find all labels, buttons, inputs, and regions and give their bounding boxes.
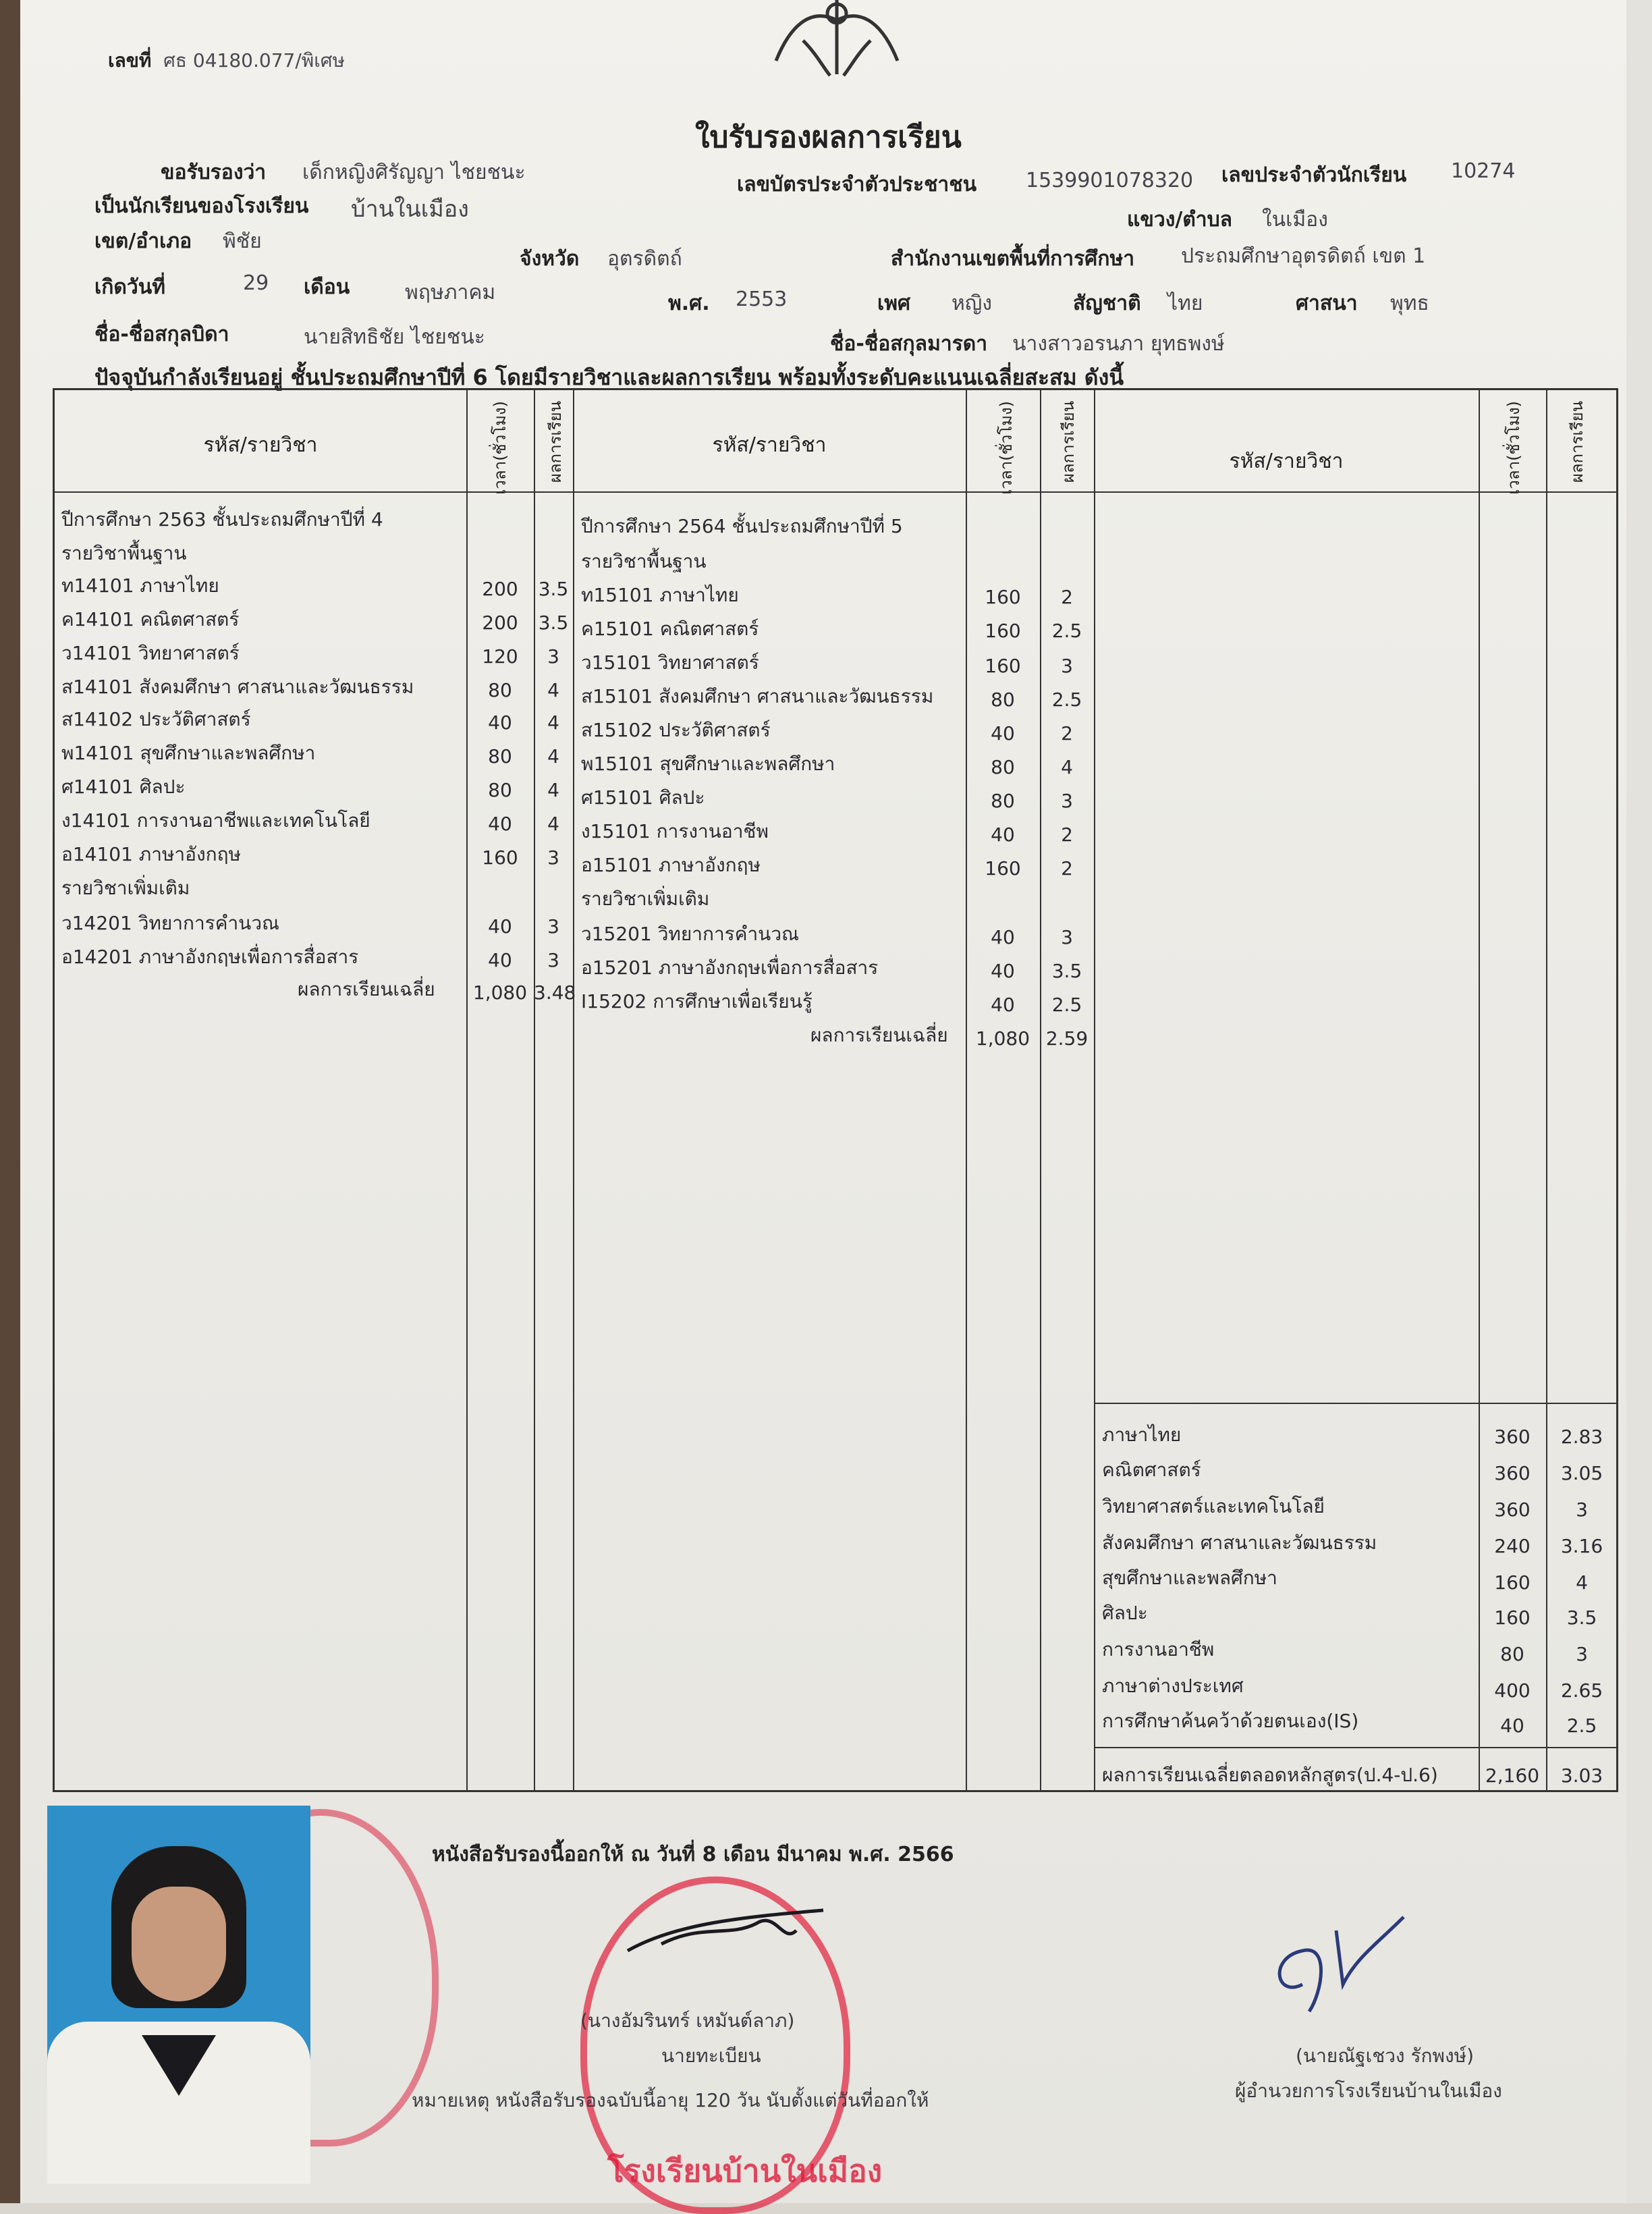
table-cell-grade: 3.5 xyxy=(1051,960,1082,982)
table-cell-hours: 40 xyxy=(991,722,1015,745)
table-cell-grade: 4 xyxy=(547,813,559,835)
background-edge xyxy=(0,0,23,2203)
subdistrict-label: แขวง/ตำบล xyxy=(1127,208,1233,232)
summary-hours: 360 xyxy=(1494,1426,1531,1448)
table-cell-hours: 80 xyxy=(991,756,1015,778)
district-value: พิชัย xyxy=(223,230,262,253)
table-cell-grade: 2 xyxy=(1061,857,1073,880)
table-cell-hours: 160 xyxy=(985,857,1021,880)
table-cell-hours: 80 xyxy=(991,790,1015,812)
summary-grade: 3.5 xyxy=(1566,1606,1597,1629)
header-grade-2: ผลการเรียน xyxy=(1059,401,1078,483)
col1-avg-grade: 3.48 xyxy=(534,981,576,1004)
table-cell-hours: 40 xyxy=(991,824,1015,846)
summary-grade: 3.05 xyxy=(1560,1462,1603,1484)
overall-grade: 3.03 xyxy=(1560,1764,1603,1787)
summary-grade: 3 xyxy=(1576,1643,1588,1665)
table-cell-hours: 40 xyxy=(991,960,1015,982)
document-title: ใบรับรองผลการเรียน xyxy=(695,120,962,155)
note-line: หมายเหตุ หนังสือรับรองฉบับนี้อายุ 120 วัน นับตั้งแต่วันที่ออกให้ xyxy=(412,2089,929,2111)
table-cell-hours: 80 xyxy=(488,779,512,801)
father-label: ชื่อ-ชื่อสกุลบิดา xyxy=(94,323,229,346)
doc-number: เลขที่ ศธ 04180.077/พิเศษ xyxy=(108,49,346,72)
summary-hours: 160 xyxy=(1494,1606,1531,1629)
table-cell-hours: 80 xyxy=(488,745,512,767)
summary-grade: 3.16 xyxy=(1560,1535,1603,1557)
table-cell-hours: 40 xyxy=(488,915,512,938)
director-name: (นายณัฐเชวง รักพงษ์) xyxy=(1296,2045,1474,2067)
student-no-value: 10274 xyxy=(1451,159,1516,183)
table-cell-grade: 4 xyxy=(547,711,559,734)
summary-hours: 400 xyxy=(1494,1679,1531,1702)
school-value: บ้านในเมือง xyxy=(351,196,469,223)
table-row: ศ15101 ศิลปะ xyxy=(581,786,705,809)
id-card-value: 1539901078320 xyxy=(1026,169,1194,192)
summary-hours: 240 xyxy=(1494,1535,1531,1557)
table-cell-hours: 120 xyxy=(482,645,518,668)
table-row: ว15101 วิทยาศาสตร์ xyxy=(581,651,759,674)
table-cell-grade: 3 xyxy=(547,846,559,869)
table-row: อ15101 ภาษาอังกฤษ xyxy=(581,854,761,876)
table-cell-grade: 2 xyxy=(1061,824,1073,846)
table-cell-hours: 160 xyxy=(985,655,1021,677)
summary-hours: 360 xyxy=(1494,1462,1531,1484)
table-row: ส15102 ประวัติศาสตร์ xyxy=(581,719,771,741)
born-year-label: พ.ศ. xyxy=(668,292,710,315)
summary-row: ศิลปะ xyxy=(1102,1602,1148,1624)
col1-year: ปีการศึกษา 2563 ชั้นประถมศึกษาปีที่ 4 xyxy=(61,508,383,531)
student-photo xyxy=(47,1806,310,2184)
summary-grade: 2.5 xyxy=(1566,1714,1597,1737)
registrar-title: นายทะเบียน xyxy=(661,2045,761,2067)
district-label: เขต/อำเภอ xyxy=(94,230,192,253)
col2-avg-label: ผลการเรียนเฉลี่ย xyxy=(810,1024,948,1046)
born-year-value: 2553 xyxy=(736,288,788,311)
subdistrict-value: ในเมือง xyxy=(1262,208,1328,232)
summary-row: การศึกษาค้นคว้าด้วยตนเอง(IS) xyxy=(1102,1710,1359,1732)
grades-table xyxy=(53,388,1618,1792)
director-title: ผู้อำนวยการโรงเรียนบ้านในเมือง xyxy=(1235,2080,1502,2102)
table-cell-grade: 4 xyxy=(1061,756,1073,778)
summary-hours: 40 xyxy=(1500,1714,1524,1737)
table-cell-grade: 3 xyxy=(547,645,559,668)
table-cell-hours: 200 xyxy=(482,612,518,634)
registrar-name: (นางอัมรินทร์ เหมันต์ลาภ) xyxy=(580,2009,795,2032)
header-grade-1: ผลการเรียน xyxy=(546,401,565,483)
summary-row: ภาษาต่างประเทศ xyxy=(1102,1675,1244,1697)
col1-extra-heading: รายวิชาเพิ่มเติม xyxy=(61,877,190,899)
stamp-text: โรงเรียนบ้านในเมือง xyxy=(607,2153,883,2189)
summary-hours: 80 xyxy=(1500,1643,1524,1665)
garuda-emblem-icon xyxy=(763,0,911,81)
born-day-value: 29 xyxy=(243,271,269,295)
table-cell-hours: 160 xyxy=(985,586,1021,608)
col1-avg-label: ผลการเรียนเฉลี่ย xyxy=(298,978,435,1000)
col2-basic-heading: รายวิชาพื้นฐาน xyxy=(581,550,707,572)
religion-label: ศาสนา xyxy=(1296,292,1358,315)
mother-value: นางสาวอรนภา ยุทธพงษ์ xyxy=(1012,332,1225,356)
table-row: ว14201 วิทยาการคำนวณ xyxy=(61,912,280,934)
certificate-paper xyxy=(20,0,1626,2203)
table-cell-grade: 3.5 xyxy=(538,578,569,600)
table-cell-hours: 40 xyxy=(488,813,512,835)
student-name: เด็กหญิงศิรัญญา ไชยชนะ xyxy=(302,161,526,184)
status-line: ปัจจุบันกำลังเรียนอยู่ ชั้นประถมศึกษาปีที่ 6 โดยมีรายวิชาและผลการเรียน พร้อมทั้งระดับคะแนนเฉลี่ยสะสม ดังนี้ xyxy=(94,364,1124,390)
table-row: ส14101 สังคมศึกษา ศาสนาและวัฒนธรรม xyxy=(61,676,414,698)
sex-value: หญิง xyxy=(952,292,992,315)
table-row: อ15201 ภาษาอังกฤษเพื่อการสื่อสาร xyxy=(581,956,879,979)
header-hours-2: เวลา(ชั่วโมง) xyxy=(997,401,1016,495)
col1-avg-hours: 1,080 xyxy=(472,981,528,1004)
summary-hours: 360 xyxy=(1494,1498,1531,1521)
table-row: ค15101 คณิตศาสตร์ xyxy=(581,618,759,640)
summary-row: วิทยาศาสตร์และเทคโนโลยี xyxy=(1102,1495,1325,1517)
province-label: จังหวัด xyxy=(520,247,580,271)
table-cell-grade: 2.5 xyxy=(1051,688,1082,711)
father-value: นายสิทธิชัย ไชยชนะ xyxy=(304,325,485,349)
summary-grade: 4 xyxy=(1576,1571,1588,1594)
table-row: พ14101 สุขศึกษาและพลศึกษา xyxy=(61,742,316,764)
table-row: ว15201 วิทยาการคำนวณ xyxy=(581,923,800,945)
header-subject-3: รหัส/รายวิชา xyxy=(1229,450,1344,473)
summary-grade: 3 xyxy=(1576,1498,1588,1521)
summary-row: คณิตศาสตร์ xyxy=(1102,1459,1201,1481)
sex-label: เพศ xyxy=(877,292,911,315)
table-row: ท15101 ภาษาไทย xyxy=(581,584,739,606)
nationality-value: ไทย xyxy=(1167,292,1203,315)
table-cell-hours: 40 xyxy=(488,711,512,734)
table-row: ท14101 ภาษาไทย xyxy=(61,574,219,597)
table-cell-hours: 160 xyxy=(482,846,518,869)
office-value: ประถมศึกษาอุตรดิตถ์ เขต 1 xyxy=(1181,244,1426,268)
born-month-value: พฤษภาคม xyxy=(405,281,496,304)
table-cell-grade: 3.5 xyxy=(538,612,569,634)
mother-label: ชื่อ-ชื่อสกุลมารดา xyxy=(830,332,988,356)
table-cell-hours: 40 xyxy=(991,994,1015,1016)
table-row: ศ14101 ศิลปะ xyxy=(61,776,186,798)
table-cell-grade: 4 xyxy=(547,745,559,767)
religion-value: พุทธ xyxy=(1390,292,1429,315)
table-row: ง14101 การงานอาชีพและเทคโนโลยี xyxy=(61,809,370,832)
header-grade-3: ผลการเรียน xyxy=(1568,401,1587,483)
header-hours-3: เวลา(ชั่วโมง) xyxy=(1504,401,1523,495)
col2-avg-grade: 2.59 xyxy=(1045,1027,1089,1050)
nationality-label: สัญชาติ xyxy=(1073,292,1141,315)
table-row: ง15101 การงานอาชีพ xyxy=(581,820,769,842)
table-cell-hours: 80 xyxy=(991,688,1015,711)
table-cell-grade: 2 xyxy=(1061,586,1073,608)
overall-hours: 2,160 xyxy=(1485,1764,1540,1787)
table-cell-grade: 3 xyxy=(547,949,559,971)
table-cell-hours: 200 xyxy=(482,578,518,600)
header-hours-1: เวลา(ชั่วโมง) xyxy=(491,401,510,495)
header-subject-1: รหัส/รายวิชา xyxy=(203,433,318,457)
header-subject-2: รหัส/รายวิชา xyxy=(712,433,827,457)
table-cell-grade: 2.5 xyxy=(1051,994,1082,1016)
table-row: พ15101 สุขศึกษาและพลศึกษา xyxy=(581,753,835,775)
director-signature xyxy=(1262,1904,1437,2032)
col2-year: ปีการศึกษา 2564 ชั้นประถมศึกษาปีที่ 5 xyxy=(581,515,903,537)
table-cell-hours: 80 xyxy=(488,679,512,701)
summary-row: สังคมศึกษา ศาสนาและวัฒนธรรม xyxy=(1102,1532,1377,1554)
issued-line: หนังสือรับรองนี้ออกให้ ณ วันที่ 8 เดือน มีนาคม พ.ศ. 2566 xyxy=(432,1843,954,1866)
student-no-label: เลขประจำตัวนักเรียน xyxy=(1221,163,1407,187)
col2-avg-hours: 1,080 xyxy=(975,1027,1030,1050)
summary-grade: 2.65 xyxy=(1560,1679,1603,1702)
table-row: ส14102 ประวัติศาสตร์ xyxy=(61,708,251,730)
table-cell-grade: 3 xyxy=(1061,655,1073,677)
registrar-signature xyxy=(621,1897,837,1971)
table-row: ส15101 สังคมศึกษา ศาสนาและวัฒนธรรม xyxy=(581,685,934,707)
table-cell-grade: 3 xyxy=(547,915,559,938)
table-cell-hours: 40 xyxy=(488,949,512,971)
summary-row: ภาษาไทย xyxy=(1102,1424,1182,1446)
born-month-label: เดือน xyxy=(304,275,350,299)
table-cell-grade: 2.5 xyxy=(1051,620,1082,642)
certify-label: ขอรับรองว่า xyxy=(161,161,267,184)
office-label: สำนักงานเขตพื้นที่การศึกษา xyxy=(891,247,1135,271)
table-row: I15202 การศึกษาเพื่อเรียนรู้ xyxy=(581,990,813,1013)
table-row: อ14101 ภาษาอังกฤษ xyxy=(61,843,241,865)
summary-hours: 160 xyxy=(1494,1571,1531,1594)
table-cell-hours: 40 xyxy=(991,926,1015,948)
table-cell-hours: 160 xyxy=(985,620,1021,642)
id-card-label: เลขบัตรประจำตัวประชาชน xyxy=(737,173,977,196)
table-cell-grade: 2 xyxy=(1061,722,1073,745)
col2-extra-heading: รายวิชาเพิ่มเติม xyxy=(581,888,710,910)
table-row: ค14101 คณิตศาสตร์ xyxy=(61,608,240,630)
summary-row: สุขศึกษาและพลศึกษา xyxy=(1102,1567,1277,1589)
born-day-label: เกิดวันที่ xyxy=(94,275,166,299)
table-cell-grade: 3 xyxy=(1061,926,1073,948)
table-cell-grade: 4 xyxy=(547,679,559,701)
table-row: อ14201 ภาษาอังกฤษเพื่อการสื่อสาร xyxy=(61,946,359,968)
overall-label: ผลการเรียนเฉลี่ยตลอดหลักสูตร(ป.4-ป.6) xyxy=(1102,1764,1438,1786)
school-label: เป็นนักเรียนของโรงเรียน xyxy=(94,194,309,218)
summary-row: การงานอาชีพ xyxy=(1102,1638,1215,1660)
col1-basic-heading: รายวิชาพื้นฐาน xyxy=(61,542,187,564)
province-value: อุตรดิตถ์ xyxy=(607,247,682,271)
table-row: ว14101 วิทยาศาสตร์ xyxy=(61,642,240,664)
table-cell-grade: 3 xyxy=(1061,790,1073,812)
summary-grade: 2.83 xyxy=(1560,1426,1603,1448)
table-cell-grade: 4 xyxy=(547,779,559,801)
